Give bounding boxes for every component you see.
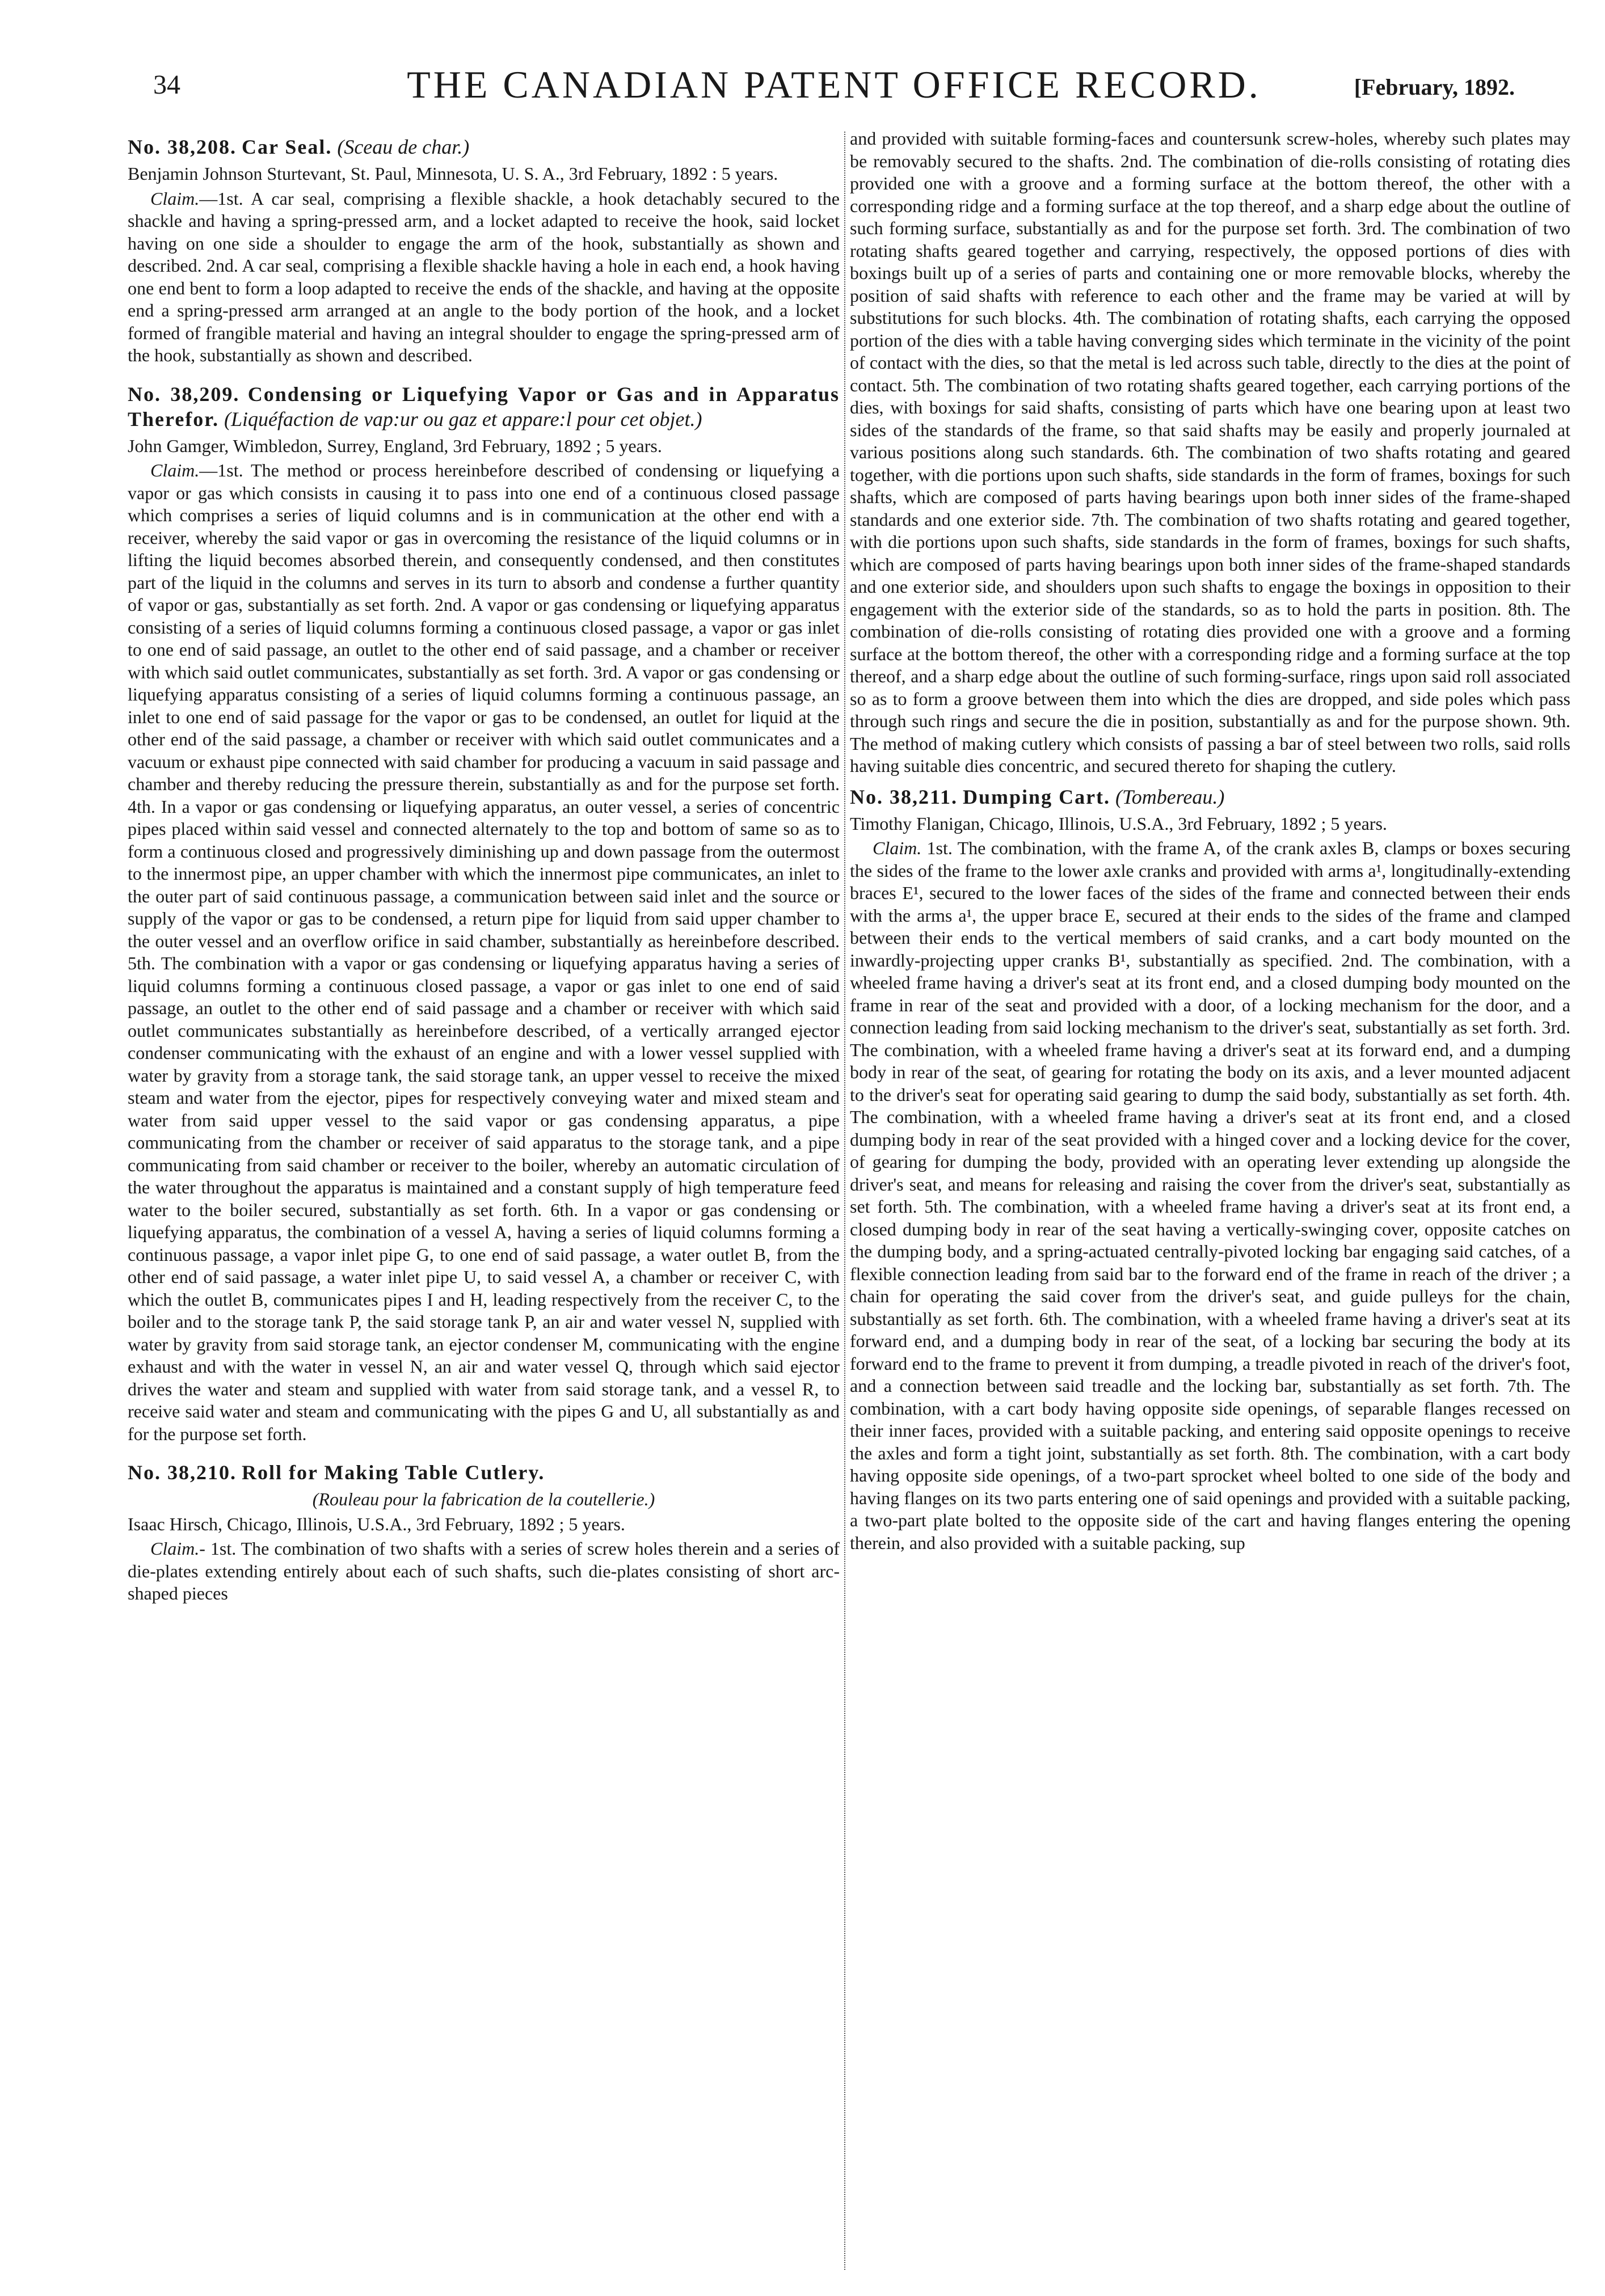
- patent-heading: [128, 382, 840, 432]
- patent-inventor: Benjamin Johnson Sturtevant, St. Paul, Minnesota, U. S. A., 3rd February, 1892 : 5 years.: [128, 163, 778, 184]
- patent-inventor: Isaac Hirsch, Chicago, Illinois, U.S.A., 3rd February, 1892 ; 5 years.: [128, 1513, 625, 1534]
- patent-title: Dumping Cart.: [963, 785, 1111, 808]
- patent-heading: [128, 134, 840, 159]
- issue-date: [February, 1892.: [1354, 74, 1515, 100]
- patent-number: No. 38,208.: [128, 136, 237, 158]
- patent-heading: [850, 784, 1570, 809]
- patent-french-title: (Liquéfaction de vap:ur ou gaz et appare:l pour cet objet.): [224, 407, 702, 430]
- journal-title: THE CANADIAN PATENT OFFICE RECORD.: [407, 63, 1261, 106]
- right-column: [850, 128, 1570, 2277]
- patent-claim: [128, 1538, 840, 1605]
- patent-inventor: John Gamger, Wimbledon, Surrey, England, 3rd February, 1892 ; 5 years.: [128, 435, 662, 456]
- claim-label: Claim.: [873, 838, 922, 858]
- patent-inventor: Timothy Flanigan, Chicago, Illinois, U.S.A., 3rd February, 1892 ; 5 years.: [850, 813, 1387, 834]
- patent-french-title: (Sceau de char.): [337, 136, 470, 158]
- patent-38210: [128, 1460, 840, 1605]
- page-number: 34: [153, 70, 180, 100]
- patent-claim: [128, 459, 840, 1445]
- claim-label: Claim.: [150, 1538, 200, 1559]
- page-header: [153, 62, 1515, 113]
- patent-38208: [128, 134, 840, 367]
- patent-heading: [128, 1460, 840, 1485]
- patent-claim-continued: and provided with suitable forming-faces and countersunk screw-holes, whereby such plates may be removably secured to the shafts. 2nd. The combination of die-rolls consisting of rotating dies provided one with a groove and a forming surface at the bottom thereof, the other with a corresponding ridge and a forming surface at the top thereof, and a sharp edge about the outline of such forming surface, substantially as and for the purpose set forth. 3rd. The combination of two rotating shafts geared together and carrying, respectively, the opposed portions of dies with boxings built up of a series of parts and containing one or more removable blocks, whereby the position of said shafts with reference to each other and the frame may be varied at will by substitutions for such blocks. 4th. The combination of rotating shafts, each carrying the opposed portion of the dies with a table having converging sides which terminate in the vicinity of the point of contact with the dies, so that the metal is led across such table, directly to the dies at the point of contact. 5th. The combination of two rotating shafts geared together, each carrying portions of the dies, with boxings for said shafts, consisting of parts which have one bearing upon at least two sides of the standards of the frame, so that said shafts may be easily and properly journaled at various positions along such standards. 6th. The combination of two shafts rotating and geared together, with die portions upon such shafts, side standards in the form of frames, boxings for such shafts, which are composed of parts having bearings upon both inner sides of the frame-shaped standards and one exterior side. 7th. The combination of two shafts rotating and geared together, with die portions upon such shafts, side standards in the form of frames, boxings for such shafts, which are composed of parts having bearings upon both inner sides of the frame-shaped standards and one exterior side, and shoulders upon such shafts to engage the boxings in opposition to their engagement with the exterior side of the standards, so as to hold the parts in position. 8th. The combination of die-rolls consisting of rotating dies provided one with a groove and a forming surface at the bottom thereof, the other with a corresponding ridge and a forming surface at the top thereof, and a sharp edge about the outline of such forming-surface, rings upon said roll associated so as to form a groove between them into which the dies are dropped, and side poles which pass through such rings and secure the die in position, substantially as and for the purpose shown. 9th. The method of making cutlery which consists of passing a bar of steel between two rolls, said rolls having suitable dies concentric, and secured thereto for shaping the cutlery.: [850, 128, 1570, 776]
- patent-title: Car Seal.: [242, 136, 332, 158]
- patent-french-title: (Rouleau pour la fabrication de la coutellerie.): [312, 1489, 655, 1509]
- patent-number: No. 38,211.: [850, 785, 958, 808]
- patent-claim: [850, 837, 1570, 1554]
- patent-number: No. 38,209.: [128, 382, 240, 406]
- patent-french-title: (Tombereau.): [1115, 785, 1225, 808]
- claim-text: —1st. A car seal, comprising a flexible shackle, a hook detachably secured to the shackle and having a spring-pressed arm, and a locket adapted to receive the hook, said locket having on one side a shoulder to engage the arm of the hook, substantially as shown and described. 2nd. A car seal, comprising a flexible shackle having a hole in each end, a hook having one end bent to form a loop adapted to receive the ends of the shackle, and having at the opposite end a spring-pressed arm arranged at an angle to the body portion of the hook, and a locket formed of frangible material and having an integral shoulder to engage the spring-pressed arm of the hook, substantially as shown and described.: [128, 188, 840, 365]
- claim-text: 1st. The combination, with the frame A, of the crank axles B, clamps or boxes securing the sides of the frame to the lower axle cranks and provided with arms a¹, longitudinally-extending braces E¹, secured to the lower faces of the sides of the frame and connected between their ends with the arms a¹, the upper brace E, secured at their ends to the sides of the frame and clamped between their ends to the vertical members of said cranks, and a cart body mounted on the inwardly-projecting upper cranks B¹, substantially as specified. 2nd. The combination, with a wheeled frame having a driver's seat at its front end, and a closed dumping body mounted on the frame in rear of the seat and provided with a door, of a locking mechanism for the door, and a connection leading from said locking mechanism to the driver's seat, substantially as set forth. 3rd. The combination, with a wheeled frame having a driver's seat at its forward end, and a dumping body in rear of the seat, of gearing for rotating the body on its axis, and a lever mounted adjacent to the driver's seat for operating said gearing to dump the said body, substantially as set forth. 4th. The combination, with a wheeled frame having a driver's seat at its front end, and a closed dumping body in rear of the seat provided with a hinged cover and a locking device for the cover, of gearing for dumping the body, provided with an operating lever extending up alongside the driver's seat, and means for releasing and raising the cover from the driver's seat, substantially as set forth. 5th. The combination, with a wheeled frame having a driver's seat at its front end, a closed dumping body in rear of the seat having a vertically-swinging cover, opposite catches on the dumping body, and a spring-actuated centrally-pivoted locking bar engaging said catches, of a flexible connection leading from said bar to the forward end of the frame in reach of the driver ; a chain for operating the said cover from the driver's seat, and guide pulleys for the chain, substantially as set forth. 6th. The combination, with a wheeled frame having a driver's seat at its forward end, and a dumping body in rear of the seat, of a locking bar securing the body at its forward end to the frame to prevent it from dumping, a treadle pivoted in reach of the driver's foot, and a connection between said treadle and the locking bar, substantially as set forth. 7th. The combination, with a cart body having opposite side openings, of separable flanges recessed on their inner faces, provided with a suitable packing, and entering said opposite openings to receive the axles and form a tight joint, substantially as set forth. 8th. The combination, with a cart body having opposite side openings, of a two-part sprocket wheel bolted to one side of the body and having flanges on its two parts entering one of said openings and provided with a suitable packing, a two-part plate bolted to the opposite side of the cart and having flanges entering the opening therein, and also provided with a suitable packing, sup: [850, 838, 1570, 1553]
- claim-label: Claim.: [150, 460, 200, 480]
- claim-label: Claim.: [150, 188, 200, 209]
- left-column: [128, 128, 840, 2277]
- patent-38211: [850, 784, 1570, 1555]
- patent-number: No. 38,210.: [128, 1461, 237, 1484]
- patent-claim: [128, 188, 840, 367]
- patent-title: Roll for Making Table Cutlery.: [242, 1461, 545, 1484]
- patent-38209: [128, 382, 840, 1446]
- claim-text: - 1st. The combination of two shafts with a series of screw holes therein and a series of die-plates extending entirely about each of such shafts, such die-plates consisting of short arc-shaped pieces: [128, 1538, 840, 1603]
- claim-text: —1st. The method or process hereinbefore described of condensing or liquefying a vapor or gas which consists in causing it to pass into one end of a continuous closed passage which comprises a series of liquid columns and is in communication at the other end with a receiver, whereby the said vapor or gas in overcoming the resistance of the liquid columns or in lifting the liquid becomes absorbed therein, and consequently condensed, and then constitutes part of the liquid in the columns and serves in its turn to absorb and condense a further quantity of vapor or gas, substantially as set forth. 2nd. A vapor or gas condensing or liquefying apparatus consisting of a series of liquid columns forming a continuous closed passage, a vapor or gas inlet to one end of said passage, an outlet to the other end of said passage, and a chamber or receiver with which said outlet communicates, substantially as set forth. 3rd. A vapor or gas condensing or liquefying apparatus consisting of a series of liquid columns forming a continuous passage, an inlet to one end of said passage for the vapor or gas to be condensed, an outlet for liquid at the other end of the said passage, a chamber or receiver with which said outlet communicates and a vacuum or exhaust pipe connected with said chamber for producing a vacuum in said passage and chamber and thereby reducing the pressure therein, substantially as and for the purpose set forth. 4th. In a vapor or gas condensing or liquefying apparatus, an outer vessel, a series of concentric pipes placed within said vessel and connected alternately to the top and bottom of same so as to form a continuous closed and progressively diminishing up and down passage from the outermost to the innermost pipe, an upper chamber with which the innermost pipe communicates, an inlet to the outer part of said continuous passage, a communication between said inlet and the source or supply of the vapor or gas to be condensed, a return pipe for liquid from said upper chamber to the outer vessel and an overflow orifice in said chamber, substantially as hereinbefore described. 5th. The combination with a vapor or gas condensing or liquefying apparatus having a series of liquid columns forming a continuous closed passage, a vapor or gas inlet to one end of said passage, an outlet to the other end of said passage and a chamber or receiver with which said outlet communicates substantially as hereinbefore described, of a vertically arranged ejector condenser communicating with the exhaust of an engine and with a lower vessel supplied with water by gravity from a storage tank, the said storage tank, an upper vessel to receive the mixed steam and water from the ejector, pipes for respectively conveying water and mixed steam and water from said upper vessel to the said vapor or gas condensing apparatus, a pipe communicating from the chamber or receiver of said apparatus to the storage tank, and a pipe communicating from said chamber or receiver to the boiler, whereby an automatic circulation of the water throughout the apparatus is maintained and a constant supply of high temperature feed water to the boiler secured, substantially as set forth. 6th. In a vapor or gas condensing or liquefying apparatus, the combination of a vessel A, having a series of liquid columns forming a continuous passage, a vapor inlet pipe G, to one end of said passage, a water outlet B, from the other end of said passage, a water inlet pipe U, to said vessel A, a chamber or receiver C, with which the outlet B, communicates pipes I and H, leading respectively from the receiver C, to the boiler and to the storage tank P, the said storage tank P, an air and water vessel N, supplied with water by gravity from said storage tank, an ejector condenser M, communicating with the engine exhaust and with the water in vessel N, an air and water vessel Q, through which said ejector drives the water and steam and supplied with water from said storage tank, and a vessel R, to receive said water and steam and communicating with the pipes G and U, all substantially as and for the purpose set forth.: [128, 460, 840, 1444]
- column-divider: [844, 132, 845, 2270]
- patent-title: Condensing or Liquefying Vapor or Gas and in Apparatus Therefor.: [128, 382, 840, 430]
